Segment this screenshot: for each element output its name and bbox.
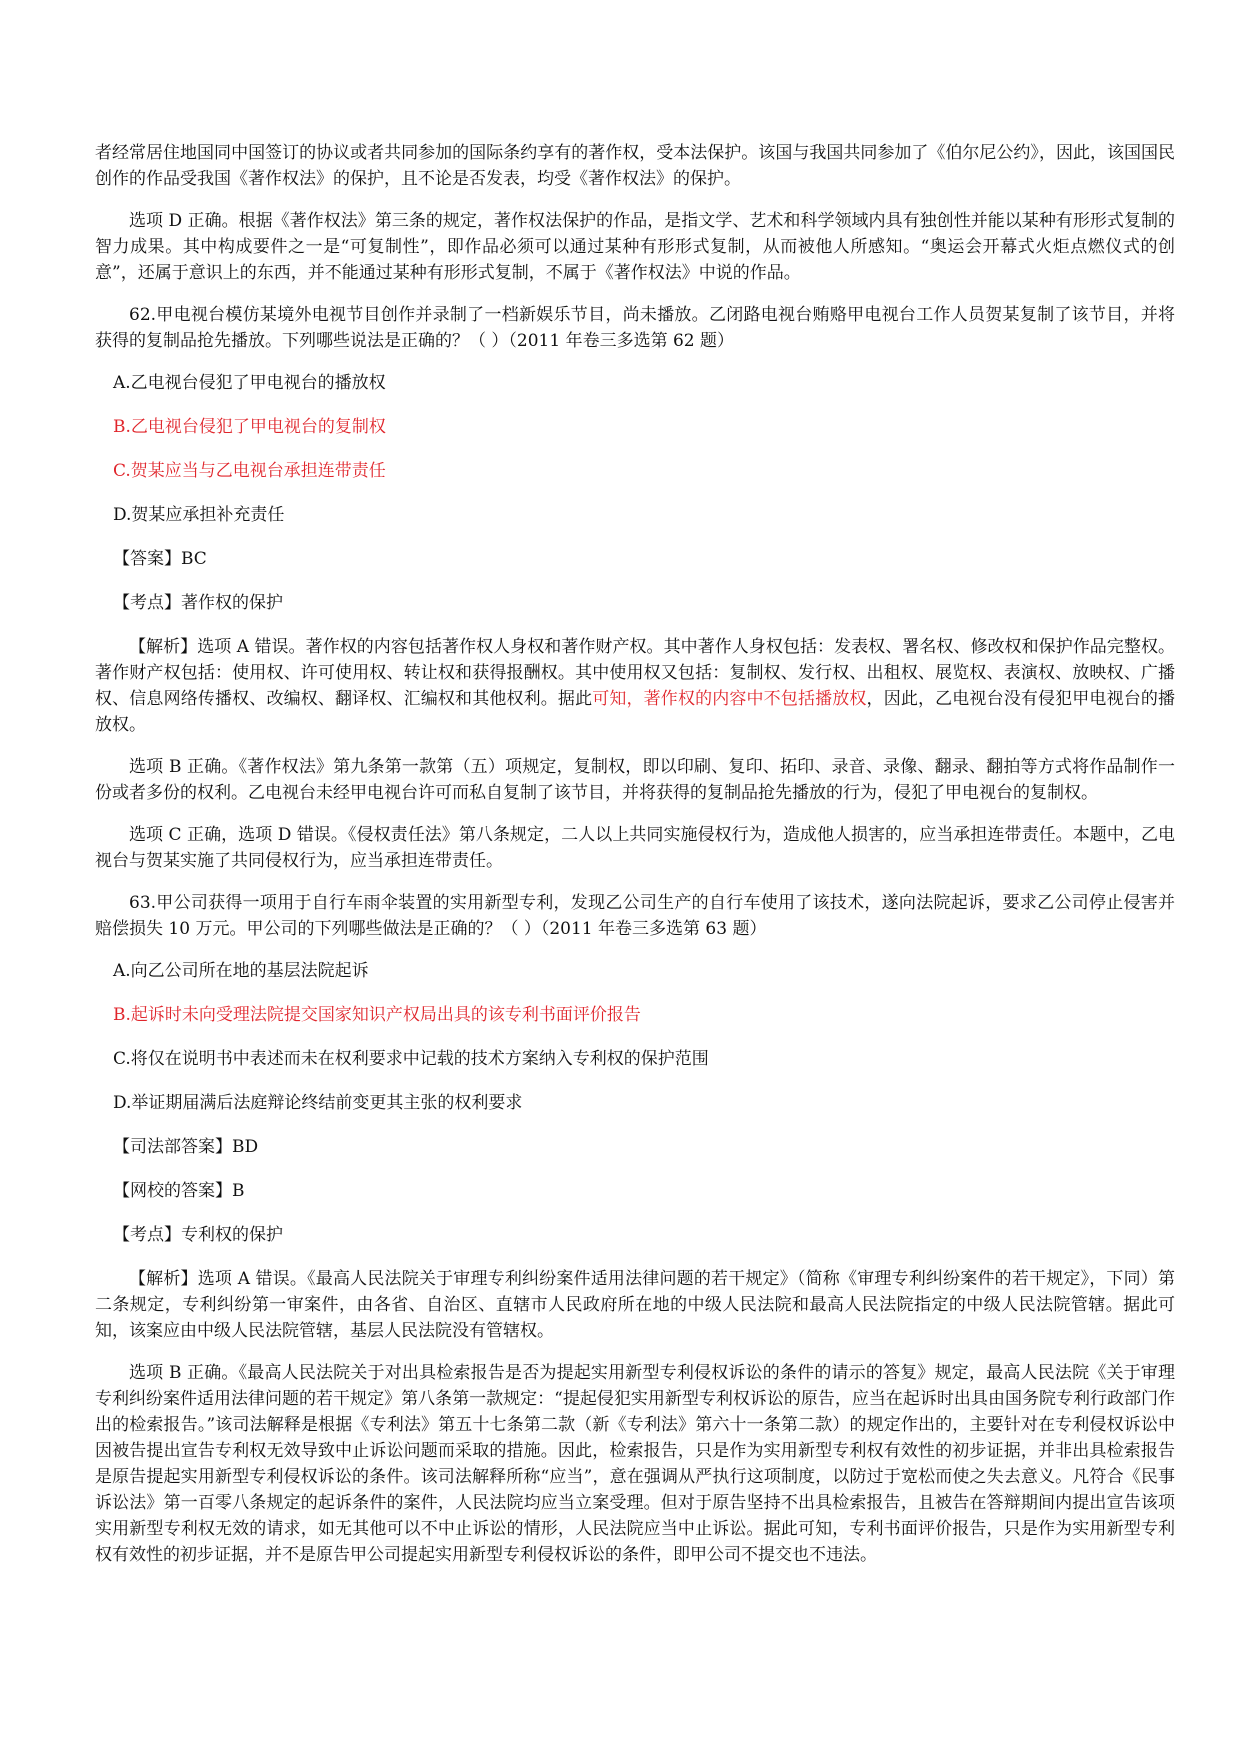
question-63-analysis-a: 【解析】选项 A 错误。《最高人民法院关于审理专利纠纷案件适用法律问题的若干规定》（简称《审理专利纠纷案件的若干规定》，下同）第二条规定，专利纠纷第一审案件，由各省、自治区、直辖市人民政府所在地的中级人民法院和最高人民法院指定的中级人民法院管辖。据此可知，该案应由中级人民法院管辖，基层人民法院没有管辖权。 bbox=[95, 1269, 1175, 1341]
question-62-stem: 62.甲电视台模仿某境外电视节目创作并录制了一档新娱乐节目，尚未播放。乙闭路电视台贿赂甲电视台工作人员贺某复制了该节目，并将获得的复制品抢先播放。下列哪些说法是正确的？（ ）（2011 年卷三多选第 62 题） bbox=[95, 305, 1175, 351]
question-63-answer-justice: 【司法部答案】BD bbox=[113, 1137, 259, 1157]
question-62-option-b: B.乙电视台侵犯了甲电视台的复制权 bbox=[113, 417, 386, 437]
question-62-analysis-a bbox=[95, 634, 1175, 738]
question-63-analysis-b: 选项 B 正确。《最高人民法院关于对出具检索报告是否为提起实用新型专利侵权诉讼的条件的请示的答复》规定，最高人民法院《关于审理专利纠纷案件适用法律问题的若干规定》第八条第一款规定：“提起侵犯实用新型专利权诉讼的原告，应当在起诉时出具由国务院专利行政部门作出的检索报告。”该司法解释是根据《专利法》第五十七条第二款（新《专利法》第六十一条第二款）的规定作出的，主要针对在专利侵权诉讼中因被告提出宣告专利权无效导致中止诉讼问题而采取的措施。因此，检索报告，只是作为实用新型专利权有效性的初步证据，并非出具检索报告是原告提起实用新型专利侵权诉讼的条件。该司法解释所称“应当”，意在强调从严执行这项制度，以防过于宽松而使之失去意义。凡符合《民事诉讼法》第一百零八条规定的起诉条件的案件，人民法院均应当立案受理。但对于原告坚持不出具检索报告，且被告在答辩期间内提出宣告该项实用新型专利权无效的请求，如无其他可以不中止诉讼的情形，人民法院应当中止诉讼。据此可知，专利书面评价报告，只是作为实用新型专利权有效性的初步证据，并不是原告甲公司提起实用新型专利侵权诉讼的条件，即甲公司不提交也不违法。 bbox=[95, 1363, 1175, 1565]
question-62-option-d: D.贺某应承担补充责任 bbox=[113, 505, 285, 525]
question-62-option-c: C.贺某应当与乙电视台承担连带责任 bbox=[113, 461, 386, 481]
question-63-option-c: C.将仅在说明书中表述而未在权利要求中记载的技术方案纳入专利权的保护范围 bbox=[113, 1049, 709, 1069]
analysis-a-text-2: ，因此，乙电视台没有侵犯甲电视台的播放权。 bbox=[95, 689, 1176, 735]
question-63-stem: 63.甲公司获得一项用于自行车雨伞装置的实用新型专利，发现乙公司生产的自行车使用了该技术，遂向法院起诉，要求乙公司停止侵害并赔偿损失 10 万元。甲公司的下列哪些做法是正确的？（ ）（2011 年卷三多选第 63 题） bbox=[95, 893, 1175, 939]
question-62-point: 【考点】著作权的保护 bbox=[113, 593, 283, 613]
question-63-point: 【考点】专利权的保护 bbox=[113, 1225, 283, 1245]
question-62-answer: 【答案】BC bbox=[113, 549, 207, 569]
question-62-option-a: A.乙电视台侵犯了甲电视台的播放权 bbox=[113, 373, 386, 393]
question-62-analysis-b: 选项 B 正确。《著作权法》第九条第一款第（五）项规定，复制权，即以印刷、复印、拓印、录音、录像、翻录、翻拍等方式将作品制作一份或者多份的权利。乙电视台未经甲电视台许可而私自复制了该节目，并将获得的复制品抢先播放的行为，侵犯了甲电视台的复制权。 bbox=[95, 757, 1175, 803]
question-62-analysis-cd: 选项 C 正确，选项 D 错误。《侵权责任法》第八条规定，二人以上共同实施侵权行为，造成他人损害的，应当承担连带责任。本题中，乙电视台与贺某实施了共同侵权行为，应当承担连带责任。 bbox=[95, 825, 1175, 871]
document-page bbox=[95, 140, 1175, 1584]
question-63-option-a: A.向乙公司所在地的基层法院起诉 bbox=[113, 961, 369, 981]
analysis-a-highlight: 可知，著作权的内容中不包括播放权 bbox=[592, 689, 867, 709]
question-63-option-b: B.起诉时未向受理法院提交国家知识产权局出具的该专利书面评价报告 bbox=[113, 1005, 641, 1025]
analysis-a-text-1: 【解析】选项 A 错误。著作权的内容包括著作权人身权和著作财产权。其中著作人身权包括：发表权、署名权、修改权和保护作品完整权。著作财产权包括：使用权、许可使用权、转让权和获得报酬权。其中使用权又包括：复制权、发行权、出租权、展览权、表演权、放映权、广播权、信息网络传播权、改编权、翻译权、汇编权和其他权利。据此 bbox=[95, 637, 1175, 709]
paragraph-intro-d: 选项 D 正确。根据《著作权法》第三条的规定，著作权法保护的作品，是指文学、艺术和科学领域内具有独创性并能以某种有形形式复制的智力成果。其中构成要件之一是“可复制性”，即作品必须可以通过某种有形形式复制，从而被他人所感知。“奥运会开幕式火炬点燃仪式的创意”，还属于意识上的东西，并不能通过某种有形形式复制，不属于《著作权法》中说的作品。 bbox=[95, 211, 1175, 283]
question-63-option-d: D.举证期届满后法庭辩论终结前变更其主张的权利要求 bbox=[113, 1093, 523, 1113]
question-63-answer-school: 【网校的答案】B bbox=[113, 1181, 245, 1201]
paragraph-intro-a: 者经常居住地国同中国签订的协议或者共同参加的国际条约享有的著作权，受本法保护。该国与我国共同参加了《伯尔尼公约》，因此，该国国民创作的作品受我国《著作权法》的保护，且不论是否发表，均受《著作权法》的保护。 bbox=[95, 143, 1175, 189]
